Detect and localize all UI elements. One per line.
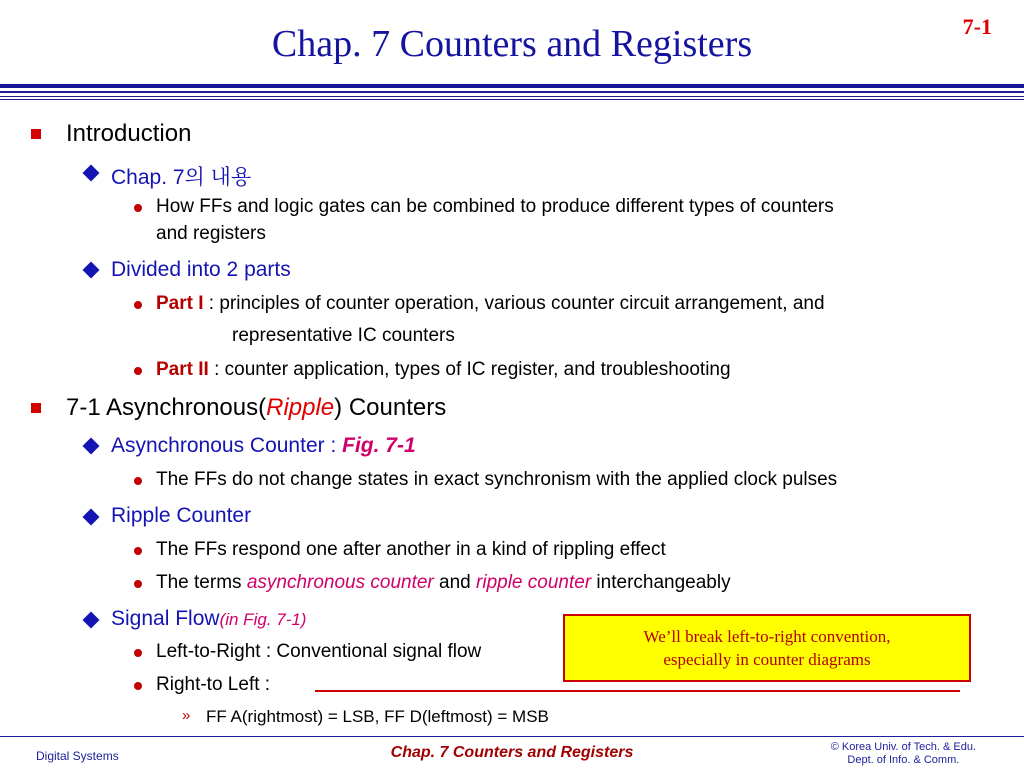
ripple-terms-ripple: ripple counter [476,572,592,593]
bullet-introduction: Introduction [66,120,192,147]
bullet-diamond-icon [83,509,100,526]
title-rule-thick [0,84,1024,88]
title-rule-thin [0,96,1024,97]
bullet-chevron-icon: » [182,707,191,724]
bullet-part1 [156,293,825,315]
footer-rule [0,736,1024,737]
bullet-dot-icon [134,477,142,485]
section-heading-post: ) Counters [334,394,447,421]
signal-flow-label: Signal Flow [111,607,220,630]
bullet-diamond-icon [83,612,100,629]
bullet-ripple-detail-1: The FFs respond one after another in a kind of rippling effect [156,539,666,560]
bullet-chap-detail-2: and registers [156,223,266,244]
bullet-square-icon [31,403,41,413]
part2-text: : counter application, types of IC register, and troubleshooting [208,359,731,380]
bullet-square-icon [31,129,41,139]
bullet-part2 [156,359,731,381]
page-number: 7-1 [962,14,992,39]
bullet-ltr: Left-to-Right : Conventional signal flow [156,641,482,662]
callout-note-line-1: We’ll break left-to-right convention, [643,627,891,646]
callout-note-line-2: especially in counter diagrams [663,650,871,669]
title-rule [0,91,1024,93]
bullet-chap-contents: Chap. 7의 내용 [111,166,252,189]
ripple-terms-and: and [433,572,477,593]
footer-copyright [831,741,976,767]
bullet-signal-flow [111,607,306,631]
footer-course: Digital Systems [36,749,119,763]
bullet-diamond-icon [83,262,100,279]
bullet-ripple-counter: Ripple Counter [111,504,252,527]
footer-copyright-line-1: © Korea Univ. of Tech. & Edu. [830,741,976,753]
part1-text: : principles of counter operation, various counter circuit arrangement, and [203,293,825,314]
bullet-diamond-icon [83,165,100,182]
section-heading [66,394,446,422]
title-rule-thin [0,99,1024,100]
bullet-async-detail: The FFs do not change states in exact synchronism with the applied clock pulses [156,469,838,490]
footer-copyright-line-2: Dept. of Info. & Comm. [847,754,960,766]
bullet-part1-cont: representative IC counters [232,325,455,346]
bullet-rtl-detail: FF A(rightmost) = LSB, FF D(leftmost) = MSB [206,707,549,726]
part1-label: Part I [156,293,204,314]
section-heading-pre: 7-1 Asynchronous( [66,394,267,421]
bullet-diamond-icon [83,438,100,455]
bullet-dot-icon [134,367,142,375]
ripple-terms-pre: The terms [156,572,247,593]
part2-label: Part II [156,359,209,380]
callout-note [563,614,971,682]
slide-title: Chap. 7 Counters and Registers [271,23,753,65]
bullet-async-counter [111,434,416,458]
async-label: Asynchronous Counter : [111,434,343,457]
bullet-chap-detail-1: How FFs and logic gates can be combined to produce different types of counters [156,196,834,217]
bullet-rtl: Right-to Left : [156,674,271,695]
bullet-dot-icon [134,580,142,588]
bullet-ripple-terms [156,572,731,594]
section-heading-ripple: Ripple [266,394,335,421]
footer-chapter: Chap. 7 Counters and Registers [390,744,634,761]
ripple-terms-async: asynchronous counter [246,572,434,593]
ripple-terms-post: interchangeably [591,572,731,593]
signal-flow-note: (in Fig. 7-1) [219,610,307,629]
async-fig-ref: Fig. 7-1 [342,434,416,457]
bullet-dot-icon [134,547,142,555]
bullet-dot-icon [134,301,142,309]
bullet-dot-icon [134,204,142,212]
fill-in-underline [315,690,960,692]
bullet-dot-icon [134,649,142,657]
bullet-dot-icon [134,682,142,690]
bullet-divided: Divided into 2 parts [111,258,291,281]
